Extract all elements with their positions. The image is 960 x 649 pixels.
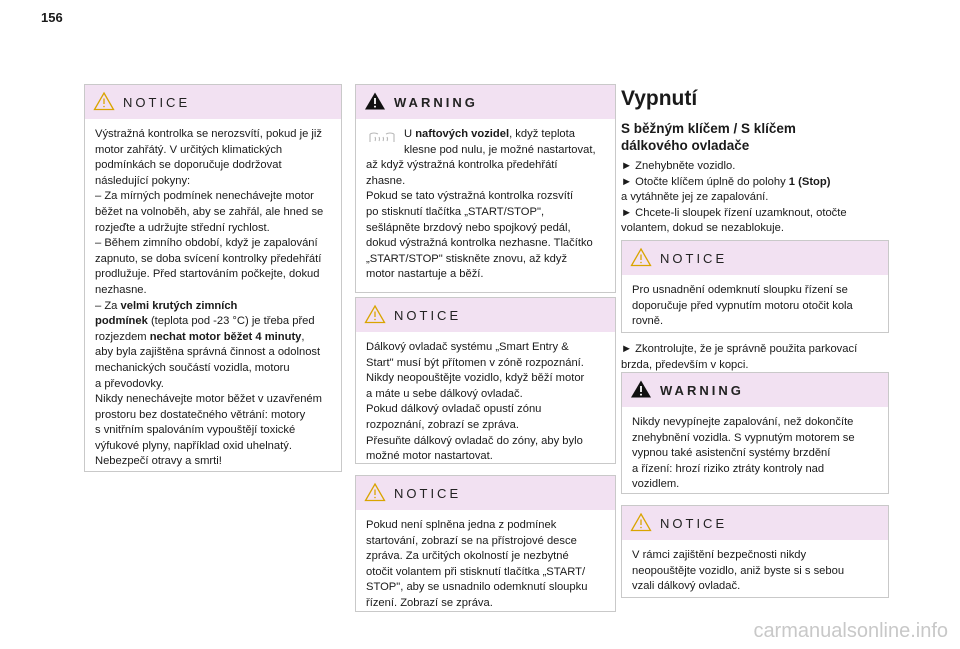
notice-box-preheating: [84, 84, 342, 472]
text-line: nezhasne.: [95, 283, 147, 296]
text-line: a máte u sebe dálkový ovladač.: [366, 387, 523, 400]
text-span: ,: [301, 330, 305, 343]
text-line: „START/STOP" stiskněte znovu, až když: [366, 252, 568, 265]
text-line: vzali dálkový ovladač.: [632, 580, 741, 593]
text-line: [366, 127, 605, 143]
text-span: , když teplota: [509, 128, 575, 140]
text-line: vozidlem.: [632, 478, 680, 491]
step-item: ► Zkontrolujte, že je správně použita parkovací: [621, 343, 858, 355]
text-span: U: [404, 128, 416, 140]
step-item: ► Znehybněte vozidlo.: [621, 160, 736, 172]
glow-plug-icon: [368, 131, 396, 151]
text-line: znehybnění vozidla. S vypnutým motorem se: [632, 431, 855, 444]
text-line: V rámci zajištění bezpečnosti nikdy: [632, 549, 807, 561]
subsection-heading: [621, 120, 796, 154]
text-line: vypnou také asistenční systémy brzdění: [632, 447, 831, 460]
text-line: zhasne.: [366, 174, 406, 187]
caution-triangle-icon: [93, 91, 115, 116]
text-line: STOP", aby se usnadnilo odemknutí sloupku: [366, 581, 588, 594]
text-line: neopouštějte vozidlo, aniž byste si s sebou: [632, 564, 845, 577]
caution-triangle-icon: [364, 304, 386, 329]
notice-header: [356, 298, 615, 332]
text-line: následující pokyny:: [95, 174, 191, 187]
steps-list: [621, 159, 891, 237]
notice-body: [622, 275, 888, 338]
notice-header: [622, 506, 888, 540]
text-line: a vytáhněte jej ze zapalování.: [621, 191, 769, 204]
warning-body: [622, 407, 888, 501]
notice-header: [85, 85, 341, 119]
text-line: dokud výstražná kontrolka nezhasne. Tlačítko: [366, 237, 593, 250]
notice-title: NOTICE: [660, 516, 728, 531]
notice-body: [85, 119, 341, 478]
watermark: carmanualsonline.info: [753, 620, 948, 642]
text-line: rozjeďte a udržujte střední rychlost.: [95, 221, 270, 234]
text-line: Dálkový ovladač systému „Smart Entry &: [366, 341, 569, 353]
text-line: Pokud není splněna jedna z podmínek: [366, 519, 557, 531]
text-line: startování, zobrazí se na přístrojové desce: [366, 534, 577, 547]
text-line: otočit volantem při stisknutí tlačítka „START/: [366, 565, 586, 578]
notice-header: [356, 476, 615, 510]
notice-title: NOTICE: [394, 308, 462, 323]
text-span: ► Otočte klíčem úplně do polohy: [621, 175, 789, 188]
text-line: Přesuňte dálkový ovladač do zóny, aby bylo: [366, 434, 583, 447]
bold-text: podmínek: [95, 315, 148, 328]
text-line: sešlápněte brzdový nebo spojkový pedál,: [366, 221, 571, 234]
warning-triangle-icon: [630, 379, 652, 404]
text-line: až když výstražná kontrolka předehřátí: [366, 159, 558, 172]
caution-triangle-icon: [630, 512, 652, 537]
text-line: Pokud se tato výstražná kontrolka rozsvítí: [366, 190, 574, 203]
text-line: klesne pod nulu, je možné nastartovat,: [404, 143, 596, 156]
notice-title: NOTICE: [660, 251, 728, 266]
section-heading: Vypnutí: [621, 87, 698, 110]
text-line: podmínkách se doporučuje dodržovat: [95, 159, 282, 172]
text-line: po stisknutí tlačítka „START/STOP",: [366, 205, 545, 218]
subheading-line: S běžným klíčem / S klíčem: [621, 121, 796, 136]
step-item: [621, 175, 891, 191]
text-line: Nikdy nenechávejte motor běžet v uzavřeném: [95, 393, 322, 406]
bold-text: velmi krutých zimních: [120, 299, 238, 312]
page-number: 156: [41, 10, 63, 25]
text-line: – Během zimního období, když je zapalování: [95, 237, 318, 250]
warning-title: WARNING: [394, 95, 478, 110]
warning-box-ignition: [621, 372, 889, 494]
warning-triangle-icon: [364, 91, 386, 116]
text-line: prodlužuje. Před startováním počkejte, dokud: [95, 268, 320, 281]
text-line: Pokud dálkový ovladač opustí zónu: [366, 403, 542, 416]
text-line: s vnitřním spalováním vypouštějí toxické: [95, 424, 296, 437]
text-line: výfukové plyny, například oxid uhelnatý.: [95, 439, 292, 452]
text-line: a řízení: hrozí riziko ztráty kontroly nad: [632, 462, 825, 475]
text-line: brzda, především v kopci.: [621, 358, 749, 371]
text-span: (teplota pod -23 °C) je třeba před: [147, 315, 315, 328]
warning-body: [356, 119, 615, 291]
text-line: Výstražná kontrolka se nerozsvítí, pokud je již: [95, 128, 322, 140]
notice-title: NOTICE: [394, 486, 462, 501]
text-line: Start" musí být přítomen v zóně rozpoznání.: [366, 356, 584, 369]
notice-box-smart-entry: [355, 297, 616, 464]
notice-header: [622, 241, 888, 275]
text-line: [95, 330, 331, 346]
text-line: běžet na volnoběh, aby se zahřál, ale hned se: [95, 205, 324, 218]
text-line: zpráva. Za určitých okolností je nezbytné: [366, 550, 569, 563]
text-line: motor nastartuje a běží.: [366, 268, 484, 281]
step-parking-brake: [621, 342, 891, 373]
text-line: [95, 299, 331, 315]
text-line: a převodovky.: [95, 377, 164, 390]
text-line: – Za mírných podmínek nenechávejte motor: [95, 190, 314, 203]
text-span: rozjezdem: [95, 330, 150, 343]
notice-body: [622, 540, 888, 603]
step-item: ► Chcete-li sloupek řízení uzamknout, otočte: [621, 206, 847, 219]
text-line: zapnuto, se doba svícení kontrolky předehřátí: [95, 252, 322, 265]
text-line: řízení. Zobrazí se zpráva.: [366, 596, 493, 609]
text-line: doporučuje před vypnutím motoru otočit kola: [632, 299, 853, 312]
caution-triangle-icon: [364, 482, 386, 507]
text-line: Nikdy neopouštějte vozidlo, když běží motor: [366, 372, 585, 385]
text-line: aby byla zajištěna správná činnost a odolnost: [95, 346, 321, 359]
warning-box-diesel: [355, 84, 616, 293]
bold-text: nechat motor běžet 4 minuty: [149, 330, 302, 343]
text-line: mechanických součástí vozidla, motoru: [95, 361, 290, 374]
text-line: [95, 314, 331, 330]
text-line: prostoru bez dostatečného větrání: motory: [95, 408, 306, 421]
subheading-line: dálkového ovladače: [621, 138, 750, 153]
warning-title: WARNING: [660, 383, 744, 398]
text-span: – Za: [95, 299, 121, 312]
bold-text: naftových vozidel: [415, 128, 510, 140]
caution-triangle-icon: [630, 247, 652, 272]
text-line: motor zahřátý. V určitých klimatických: [95, 143, 283, 156]
text-line: rozpoznání, zobrazí se zpráva.: [366, 418, 519, 431]
text-line: možné motor nastartovat.: [366, 450, 493, 463]
bold-text: 1 (Stop): [788, 175, 831, 188]
text-line: Nebezpečí otravy a smrti!: [95, 455, 222, 468]
notice-title: NOTICE: [123, 95, 191, 110]
notice-box-steering-lock: [621, 240, 889, 333]
text-line: Nikdy nevypínejte zapalování, než dokončíte: [632, 416, 854, 428]
warning-header: [356, 85, 615, 119]
notice-box-starting-conditions: [355, 475, 616, 612]
notice-body: [356, 332, 615, 473]
notice-box-remote: [621, 505, 889, 598]
warning-header: [622, 373, 888, 407]
text-line: rovně.: [632, 315, 664, 328]
text-line: Pro usnadnění odemknutí sloupku řízení se: [632, 284, 848, 296]
notice-body: [356, 510, 615, 620]
text-line: volantem, dokud se nezablokuje.: [621, 222, 784, 235]
